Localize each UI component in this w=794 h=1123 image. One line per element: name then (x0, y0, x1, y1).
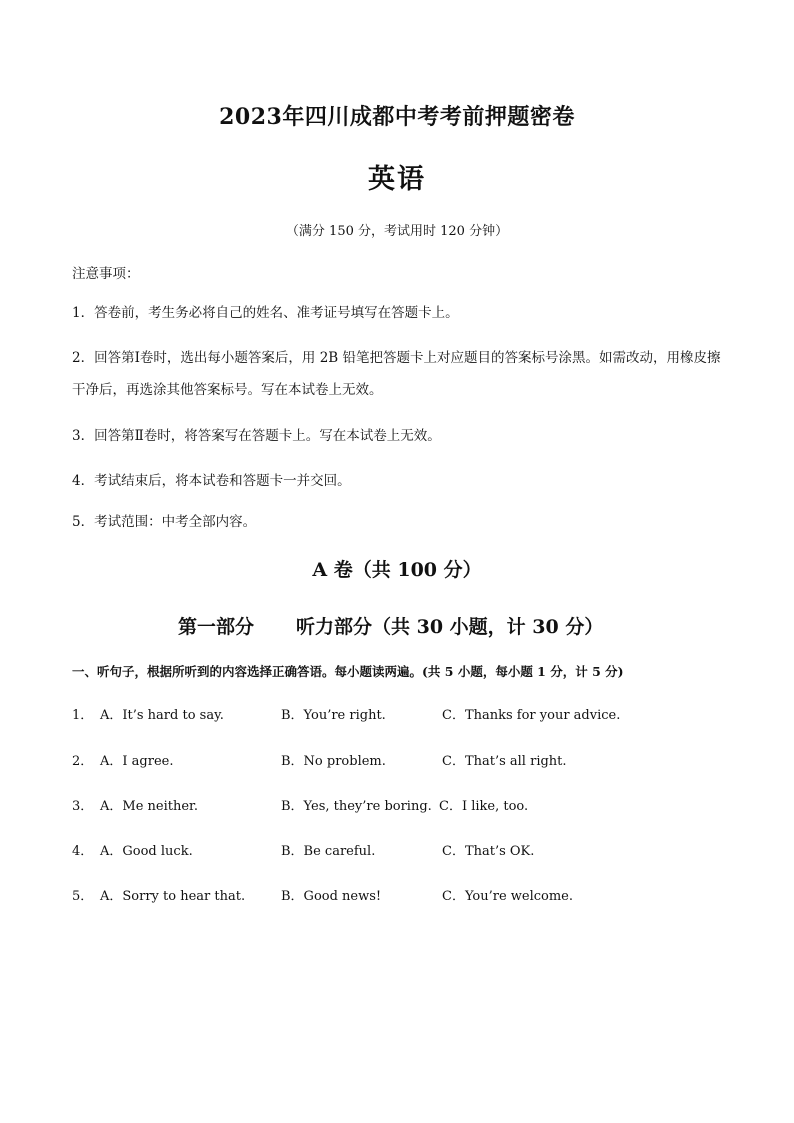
question-row (72, 704, 722, 726)
question-number: 3． (72, 799, 94, 814)
option-b: B．Be careful. (281, 844, 376, 859)
option-b: B．Yes, they’re boring. (281, 799, 432, 814)
option-c: C．That’s all right. (442, 754, 567, 769)
option-a: A．Good luck. (100, 844, 193, 859)
option-a: A．I agree. (100, 754, 174, 769)
option-b: B．No problem. (281, 754, 386, 769)
question-row (72, 795, 722, 817)
score-note: （满分 150 分，考试用时 120 分钟） (285, 224, 509, 239)
part-heading (178, 612, 603, 639)
notice-item: 5．考试范围：中考全部内容。 (72, 514, 257, 530)
option-b: B．Good news! (281, 889, 382, 904)
exam-title: 2023年四川成都中考考前押题密卷 (219, 104, 575, 130)
option-c: C．Thanks for your advice. (442, 708, 621, 723)
option-b: B．You’re right. (281, 708, 386, 723)
notice-item: 4．考试结束后，将本试卷和答题卡一并交回。 (72, 473, 351, 489)
subject-title: 英语 (368, 164, 426, 195)
option-c: C．I like, too. (439, 799, 529, 814)
section-instruction: 一、听句子，根据所听到的内容选择正确答语。每小题读两遍。(共 5 小题，每小题 1 分，计 5 分) (72, 664, 624, 679)
option-a: A．Sorry to hear that. (100, 889, 246, 904)
notice-item: 2．回答第Ⅰ卷时，选出每小题答案后，用 2B 铅笔把答题卡上对应题目的答案标号涂黑。如需改动，用橡皮擦干净后，再选涂其他答案标号。写在本试卷上无效。 (72, 350, 721, 398)
part-title: 听力部分（共 30 小题，计 30 分） (296, 616, 604, 638)
notice-item: 1．答卷前，考生务必将自己的姓名、准考证号填写在答题卡上。 (72, 305, 459, 321)
notice-item: 3．回答第Ⅱ卷时，将答案写在答题卡上。写在本试卷上无效。 (72, 428, 441, 444)
paper-a-title: A 卷（共 100 分） (312, 559, 482, 581)
option-c: C．That’s OK. (442, 844, 535, 859)
option-c: C．You’re welcome. (442, 889, 574, 904)
notice-heading: 注意事项： (72, 266, 140, 282)
question-row (72, 840, 722, 862)
question-number: 5． (72, 889, 94, 904)
option-a: A．It’s hard to say. (100, 708, 224, 723)
question-number: 2． (72, 754, 94, 769)
part-label: 第一部分 (178, 616, 255, 638)
option-a: A．Me neither. (100, 799, 198, 814)
question-row (72, 885, 722, 907)
question-number: 4． (72, 844, 94, 859)
question-row (72, 750, 722, 772)
question-number: 1． (72, 708, 94, 723)
